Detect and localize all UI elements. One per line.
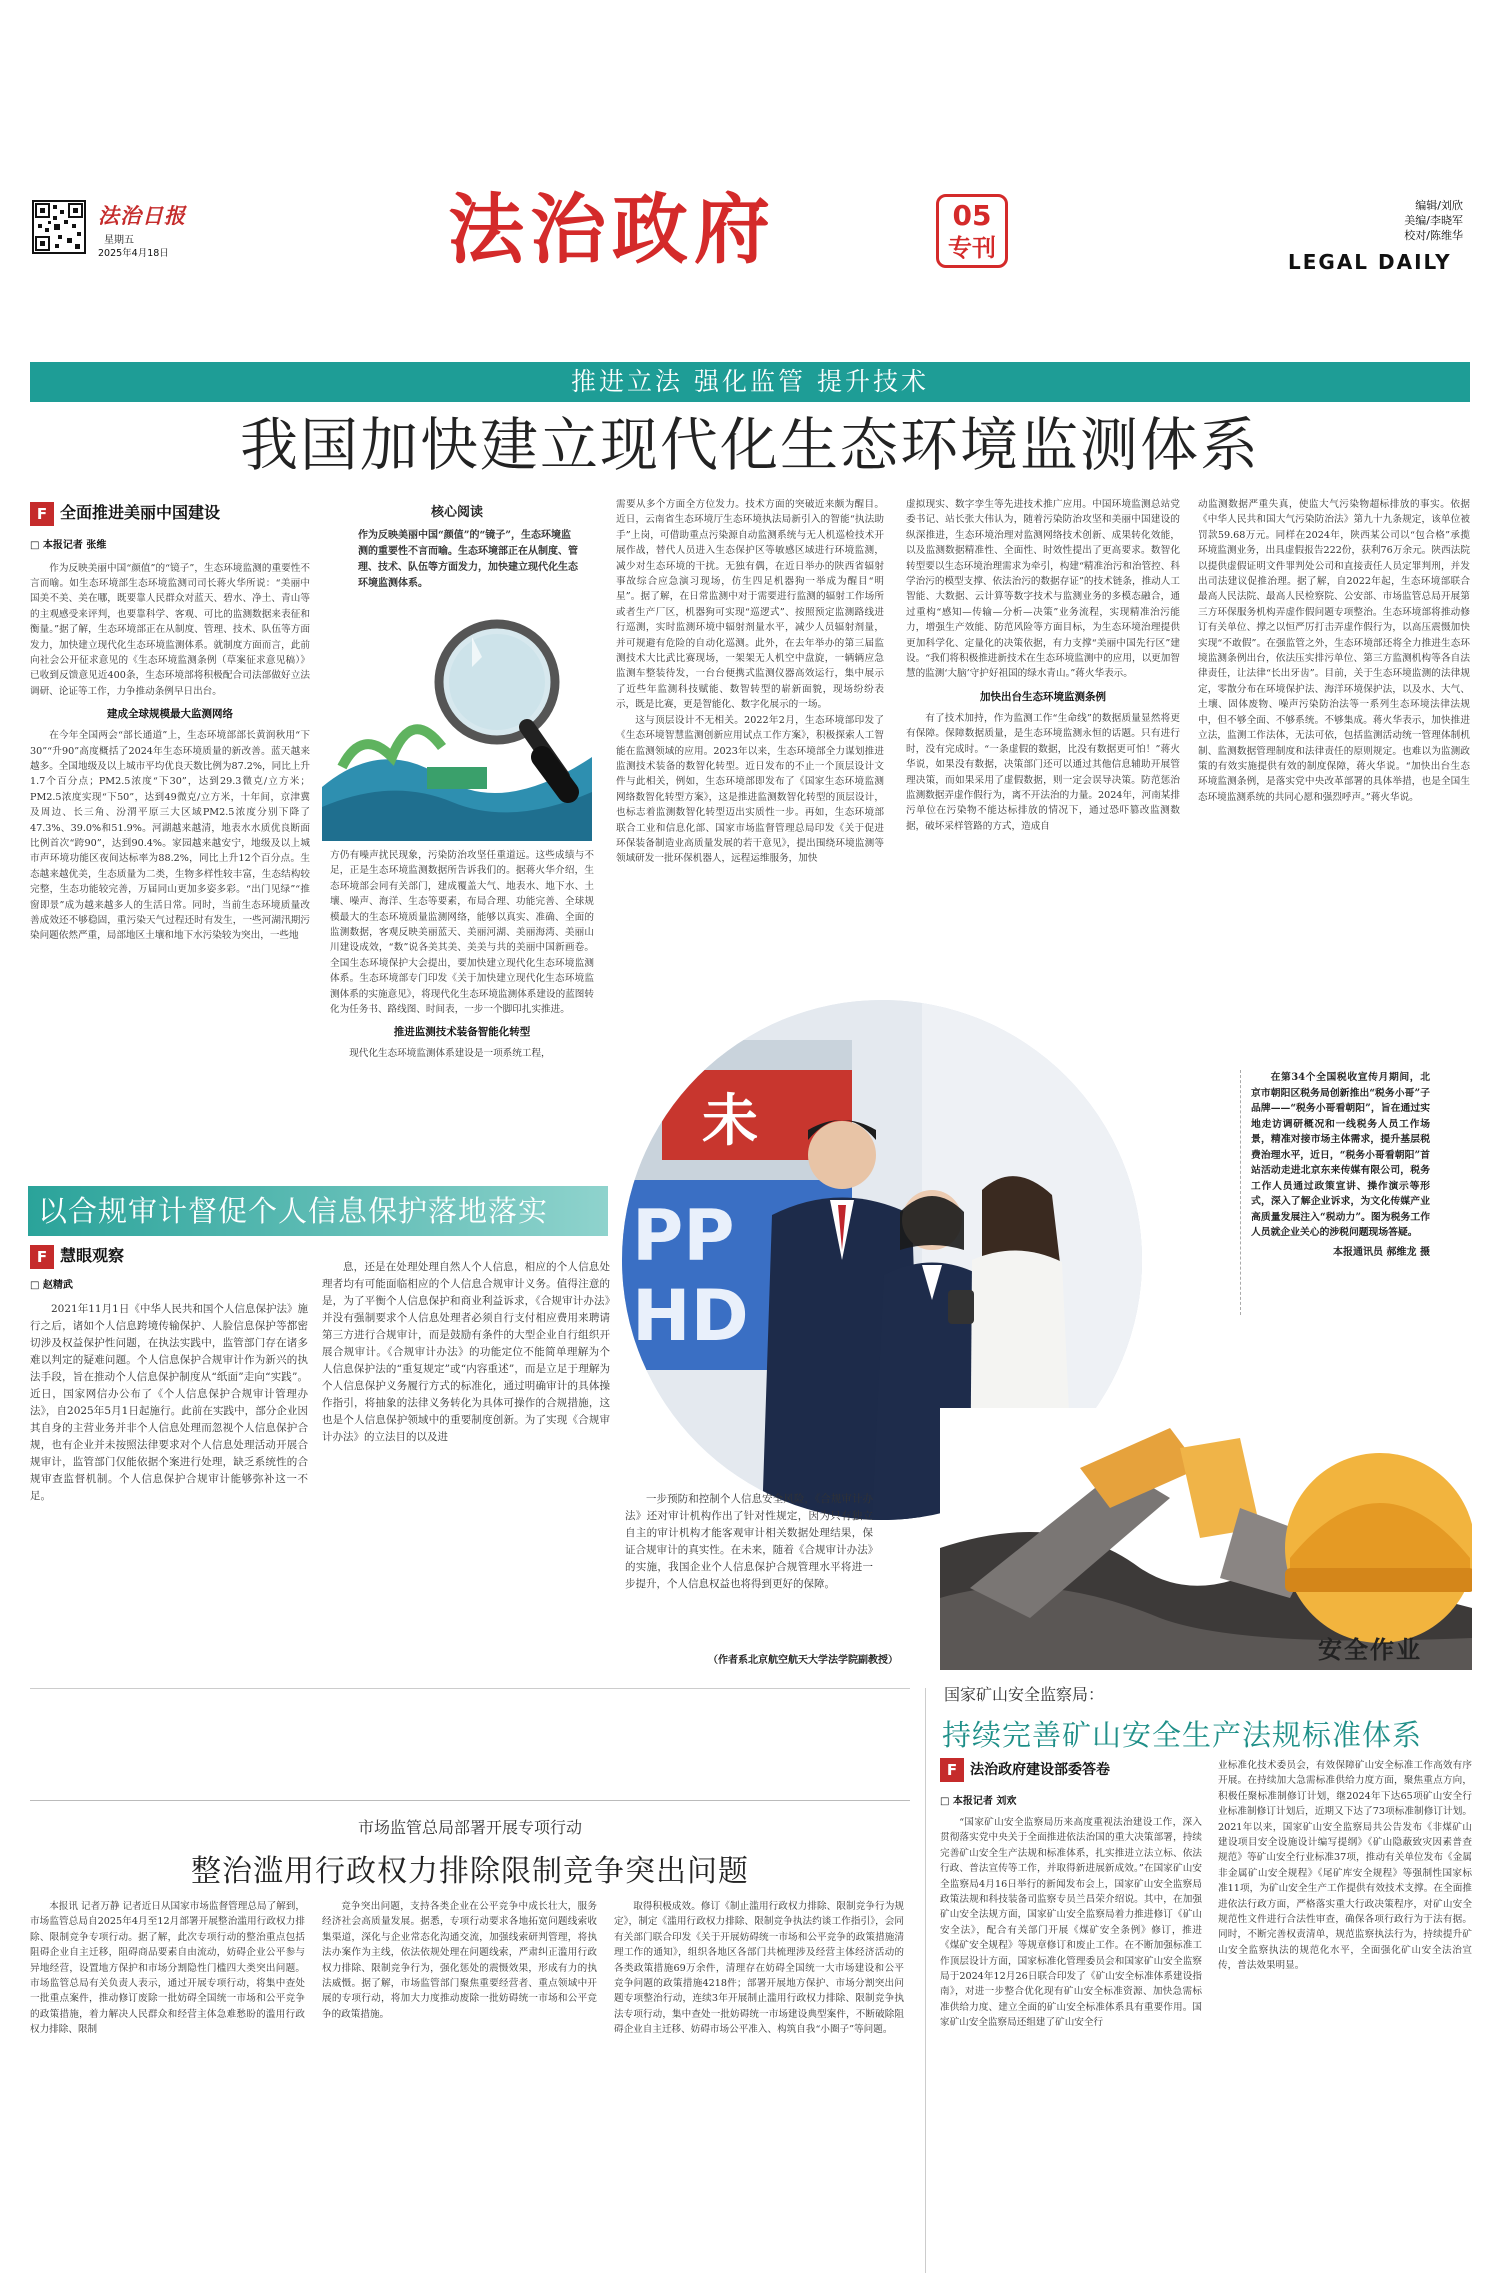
lead-body-2b: 现代化生态环境监测体系建设是一项系统工程， <box>349 1048 551 1060</box>
article3-body-1: “国家矿山安全监察局历来高度重视法治建设工作，深入贯彻落实党中央关于全面推进依法治国的重大决策部署，持续完善矿山安全生产法规和标准体系，扎实推进立法立标、依法行政、普法宣传等工作，并取得新进展新成效。”在国家矿山安全监察局4月16日举行的新闻发布会上，国家矿山安全监察局政策法规和科技装备司监察专员兰昌荣介绍说。其中，在加强矿山安全法规方面，国家矿山安全监察局着力推进修订《矿山安全法》，配合有关部门开展《煤矿安全条例》修订，推进《煤矿安全规程》等规章修订和废止工作。在不断加强标准工作顶层设计方面，国家标准化管理委员会和国家矿山安全监察局于2024年12月26日联合印发了《矿山安全标准体系建设指南》，对进一步整合优化现有矿山安全标准资源、加快急需标准供给力度、建立全面的矿山安全标准体系具有重要作用。国家矿山安全监察局还组建了矿山安全行 <box>940 1817 1202 2029</box>
magnifier-illustration <box>322 587 592 841</box>
lead-body-4: 虚拟现实、数字孪生等先进技术推广应用。中国环境监测总站党委书记、站长张大伟认为，随着污染防治攻坚和美丽中国建设的纵深推进，生态环境治理对监测网络技术创新、成果转化效能，以及监测数据精准性、全面性、时效性提出了更高要求。数智化转型要以生态环境治理需求为牵引，构建“精准治污和治管控、科学治污的模型支撑、依法治污的数据存证”的技术链条，推动人工智能、大数据、云计算等数字技术与监测业务的多模态融合，通过重构“感知—传输—分析—决策”业务流程，实现精准治污能力，增强生产效能、防范风险等方面目标，为生态环境治理提供更加科学化、定量化的决策依据，有力支撑“美丽中国先行区”建设。“我们将积极推进新技术在生态环境监测中的应用，以更加智慧的监测‘大脑’守护好祖国的绿水青山。”蒋火华表示。 <box>906 499 1180 680</box>
photo-caption: 在第34个全国税收宣传月期间，北京市朝阳区税务局创新推出“税务小哥”子品牌——“税务小哥看朝阳”，旨在通过实地走访调研概况和一线税务人员工作场景，精准对接市场主体需求，提升基层税费治理水平，近日，“税务小哥看朝阳”首站活动走进北京东来传媒有限公司，税务工作人员通过政策宣讲、操作演示等形式，深入了解企业诉求，为文化传媒产业高质量发展注入“税动力”。图为税务工作人员就企业关心的涉税问题现场答疑。 <box>1251 1072 1430 1238</box>
article4 <box>30 1800 910 2275</box>
core-reading-box <box>322 497 592 841</box>
article4-kicker: 市场监管总局部署开展专项行动 <box>357 1818 582 1837</box>
article4-col-2: 竞争突出问题，支持各类企业在公平竞争中成长壮大，服务经济社会高质量发展。据悉，专项行动要求各地拓宽问题线索收集渠道，深化与企业常态化沟通交流，加强线索研判管理，将执法办案作为主线，依法依规处理在问题线索，严肃纠正滥用行政权力排除、限制竞争行为，强化惩处的震慑效果，形成有力的执法威慑。据了解，市场监管部门聚焦重要经营者、重点领域中开展的专项行动，将加大力度推动废除一批妨碍统一市场和公平竞争的政策措施。 <box>322 1901 597 2020</box>
article2-col-3: 一步预防和控制个人信息安全风险，《合规审计办法》还对审计机构作出了针对性规定，因为只有独立自主的审计机构才能客观审计相关数据处理结果，保证合规审计的真实性。在未来，随着《合规审计办法》的实施，我国企业个人信息保护合规管理水平将进一步提升，个人信息权益也将得到更好的保障。 <box>625 1493 873 1590</box>
lead-column-tag-text: 全面推进美丽中国建设 <box>60 503 221 522</box>
lead-col-3 <box>616 497 884 989</box>
core-reading-title: 核心阅读 <box>430 505 483 520</box>
article3-body-2: 业标准化技术委员会，有效保障矿山安全标准工作高效有序开展。在持续加大急需标准供给力度方面，聚焦重点方向，积极任聚标准制修订计划，继2024年下达65项矿山安全行业标准制修订计划后，近期又下达了73项标准制修订计划。2021年以来，国家矿山安全监察局共公告发布《非煤矿山建设项目安全设施设计编写提纲》《矿山隐蔽致灾因素普查规范》等矿山安全行业标准37项，推动有关单位发布《金属非金属矿山安全规程》《尾矿库安全规程》等强制性国家标准11项，为矿山安全生产工作提供有效技术支撑。在全面推进依法行政方面，严格落实重大行政决策程序，对矿山安全规范性文件进行合法性审查，确保各项行政行为于法有据。同时，不断完善权责清单，规范监察执法行为，持续提升矿山安全监察执法的规范化水平，全面强化矿山安全法治宣传，普法效果明显。 <box>1218 1760 1472 1972</box>
editor-credit: 编辑/刘欣 <box>1415 199 1463 212</box>
lead-column-tag <box>30 500 310 526</box>
lead-body-2: 方仍有噪声扰民现象，污染防治攻坚任重道远。这些成绩与不足，正是生态环境监测数据所告诉我们的。据蒋火华介绍，生态环境部会同有关部门，建成覆盖大气、地表水、地下水、土壤、噪声、海洋、生态等要素，布局合理、功能完善、全球规模最大的生态环境质量监测网络，能够以真实、准确、全面的监测数据，客观反映美丽蓝天、美丽河湖、美丽海湾、美丽山川建设成效，“数”说各美其美、美美与共的美丽中国新画卷。全国生态环境保护大会提出，要加快建立现代化生态环境监测体系。生态环境部专门印发《关于加快建立现代化生态环境监测体系的实施意见》，将现代化生态环境监测体系建设的蓝图转化为任务书、路线图、时间表，一步一个脚印扎实推进。 <box>330 850 594 1016</box>
staff-credits <box>1365 198 1463 243</box>
article2-headline: 以合规审计督促个人信息保护落地落实 <box>38 1194 549 1228</box>
page-type: 专刊 <box>948 234 996 262</box>
page-number-badge <box>936 194 1008 268</box>
safety-illustration <box>940 1408 1472 1670</box>
article2-column-tag <box>30 1243 124 1269</box>
article3-column-tag <box>940 1758 1202 1782</box>
lead-body-1: 作为反映美丽中国“颜值”的“镜子”，生态环境监测的重要性不言而喻。如生态环境部生态环境监测司司长蒋火华所说：“美丽中国美不美、美在哪，既要靠人民群众对蓝天、碧水、净土、青山等的主观感受来评判，也要靠科学、客观、可比的监测数据来表征和衡量。”据了解，生态环境部正在从制度、管理、技术、队伍等方面发力，加快建立现代化生态环境监测体系。就制度方面而言，此前向社会公开征求意见的《生态环境监测条例（草案征求意见稿）》已收到反馈意见近400条，生态环境部将积极配合司法部做好立法调研、论证等工作，力争推动条例早日出台。 <box>30 562 310 697</box>
lead-subhead-3: 加快出台生态环境监测条例 <box>980 690 1106 703</box>
section-f-icon: F <box>30 502 54 526</box>
article4-col-1: 本报讯 记者万静 记者近日从国家市场监督管理总局了解到，市场监管总局自2025年4月至12月部署开展整治滥用行政权力排除、限制竞争专项行动。据了解，此次专项行动的整治重点包括阻碍企业自主迁移，阻碍商品要素自由流动，妨碍企业公平参与异地经营，设置地方保护和市场分割隐性门槛四大类突出问题。市场监管总局有关负责人表示，通过开展专项行动，将集中查处一批重点案件，推动修订废除一批妨碍全国统一市场和公平竞争的政策措施，着力解决人民群众和经营主体急难愁盼的滥用行政权力排除、限制 <box>30 1901 305 2036</box>
lead-banner <box>30 362 1470 402</box>
page-number: 05 <box>952 199 992 232</box>
article2-author: □ 赵精武 <box>30 1280 73 1291</box>
photo-caption-box <box>1240 1070 1430 1315</box>
lead-col-5 <box>1198 497 1470 1052</box>
article3-column-tag-text: 法治政府建设部委答卷 <box>970 1762 1110 1778</box>
article3-reporter: □ 本报记者 刘欢 <box>940 1796 1017 1807</box>
article3 <box>940 1682 1472 2272</box>
designer-credit: 美编/李晓军 <box>1404 214 1463 227</box>
lead-col-4 <box>906 497 1180 989</box>
divider <box>30 1688 910 1689</box>
article2-col-2: 息，还是在处理处理自然人个人信息，相应的个人信息处理者均有可能面临相应的个人信息合规审计义务。值得注意的是，为了平衡个人信息保护和商业利益诉求，《合规审计办法》并没有强制要求个人信息处理者必须自行支付相应费用来聘请第三方进行合规审计，而是鼓励有条件的大型企业自行组织开展合规审计。《合规审计办法》的功能定位不能简单理解为个人信息保护法的“重复规定”或“内容重述”，而是立足于理解为个人信息保护义务履行方式的标准化，通过明确审计的具体操作指引，将抽象的法律义务转化为具体可操作的合规措施，这也是个人信息保护领域中的重要制度创新。为了实现《合规审计办法》的立法目的以及进 <box>322 1261 610 1443</box>
divider <box>925 1688 926 2273</box>
article3-kicker: 国家矿山安全监察局： <box>944 1685 1105 1704</box>
paper-name: 法治日报 <box>98 204 186 228</box>
section-title: 法治政府 <box>448 185 776 274</box>
lead-body-3: 需要从多个方面全方位发力。技术方面的突破近来颇为醒目。近日，云南省生态环境厅生态环境执法局新引入的智能“执法助手”上岗，可借助重点污染源自动监测系统与无人机巡检技术开展作战，替代人员进入生态保护区等敏感区域进行环境监测，减少对生态环境的干扰。无独有偶，在近日举办的陕西省辐射事故综合应急演习现场，仿生四足机器狗一举成为醒目“明星”。据了解，在日常监测中对于需要进行监测的辐射工作场所或者生产厂区，机器狗可实现“巡逻式”、按照预定监测路线进行巡测，实时监测环境中辐射剂量水平，减少人员辐射剂量，并可规避有危险的自动化巡测。此外，在去年举办的第三届监测技术大比武比赛现场，一架架无人机空中盘旋，一辆辆应急监测车整装待发，一台台便携式监测仪器高效运行，集中展示了近些年监测科技赋能、数智转型的崭新面貌，现场纷纷表示，既是比赛，更是智能化、数字化展示的一场。 <box>616 499 884 711</box>
masthead <box>0 185 1500 298</box>
photo-credit: 本报通讯员 郝维龙 摄 <box>1333 1246 1430 1258</box>
article3-col-1 <box>940 1758 1202 2271</box>
article4-col-3: 取得积极成效。修订《制止滥用行政权力排除、限制竞争行为规定》，制定《滥用行政权力排除、限制竞争执法约谈工作指引》，会同有关部门联合印发《关于开展妨碍统一市场和公平竞争的政策措施清理工作的通知》，组织各地区各部门共梳理涉及经营主体经济活动的各类政策措施69万余件，清理存在妨碍全国统一大市场建设和公平竞争问题的政策措施4218件；部署开展地方保护、市场分割突出问题专项整治行动，连续3年开展制止滥用行政权力排除、限制竞争执法专项行动，集中查处一批妨碍统一市场建设典型案件，不断破除阻碍企业自主迁移、妨碍市场公平准入、构筑自我“小圈子”等问题。 <box>614 1901 904 2036</box>
issue-date: 2025年4月18日 <box>98 248 169 259</box>
lead-subhead-2: 推进监测技术装备智能化转型 <box>393 1026 531 1039</box>
qr-code-icon[interactable] <box>32 200 86 254</box>
photo-sign-2: PP <box>632 1195 735 1277</box>
article3-headline: 持续完善矿山安全生产法规标准体系 <box>942 1718 1423 1752</box>
lead-col-1 <box>30 500 310 944</box>
core-reading-text: 作为反映美丽中国“颜值”的“镜子”，生态环境监测的重要性不言而喻。生态环境部正在从制度、管理、技术、队伍等方面发力，加快建立现代化生态环境监测体系。 <box>358 530 578 589</box>
article3-col-2 <box>1218 1758 1472 2268</box>
lead-subhead-1: 建成全球规模最大监测网络 <box>107 708 233 721</box>
lead-col-2 <box>330 848 594 1062</box>
section-f-icon: F <box>940 1758 964 1782</box>
lead-body-5: 动监测数据严重失真，使监大气污染物超标排放的事实。依据《中华人民共和国大气污染防治法》第九十九条规定，该单位被罚款59.68万元。同样在2024年，陕西某公司以“包合格”承揽环境监测业务，出具虚假报告222份，获利76万余元。陕西法院以提供虚假证明文件罪判处公司和直接责任人员定罪判刑，并发出司法建议促推治理。据了解，自2022年起，生态环境部联合最高人民法院、最高人民检察院、公安部、市场监管总局开展第三方环保服务机构弄虚作假问题专项整治。生态环境部将推动修订有关单位、撑之以恒严厉打击弄虚作假行为，以高压震慑加快实现“不敢假”。在强监管之外，生态环境部还将全力推进生态环境监测条例出台，依法压实排污单位、第三方监测机构等各自法律责任，让法律“长出牙齿”。目前，关于生态环境监测的法律规定，零散分布在环境保护法、海洋环境保护法，以及水、大气、土壤、固体废物、噪声污染防治法等一系列生态环境法律法规中，但不够全面、不够系统。不够集成。蒋火华表示，加快推进立法，监测工作法体，无法可依，包括监测活动统一管理体制机制、监测数据管理制度和法律责任的原则规定。也难以为监测政策的有效实施提供有效的制度保障，蒋火华说。“加快出台生态环境监测条例，是落实党中央改革部署的具体举措，也是全国生态环境监测系统的共同心愿和强烈呼声。”蒋火华说。 <box>1198 499 1470 803</box>
proofreader-credit: 校对/陈维华 <box>1404 229 1463 242</box>
weekday: 星期五 <box>104 235 134 246</box>
english-masthead: LEGAL DAILY <box>1288 250 1452 274</box>
article2-headline-bar <box>28 1186 608 1236</box>
article2-column-tag-text: 慧眼观察 <box>60 1246 125 1265</box>
lead-body-1b: 在今年全国两会“部长通道”上，生态环境部部长黄润秋用“下30”“升90”高度概括了2024年生态环境质量的新改善。蓝天越来越多。全国地级及以上城市平均优良天数比例为87.2%，同比上升1.7个百分点；PM2.5浓度“下30”，达到29.3微克/立方米；PM2.5浓度实现“下50”，达到49微克/立方米，十年间，京津冀及周边、长三角、汾渭平原三大区域PM2.5浓度分别下降了47.3%、39.0%和51.9%。河湖越来越清，地表水水质优良断面比例首次“跨90”，达到90.4%。家园越来越安宁，地级及以上城市声环境功能区夜间达标率为88.2%，同比上升12个百分点。生态越来越优美，生态质量为二类，生物多样性较丰富，生态结构较完整，生态功能较完善，万届同山更加多姿多彩。“出门见绿”“推窗即景”成为越来越多人的生活日常。同时，当前生态环境质量改善成效还不够稳固，重污染天气过程还时有发生，一些河湖汛期污染问题依然严重，局部地区土壤和地下水污染较为突出，一些地 <box>30 730 310 942</box>
lead-body-4b: 有了技术加持，作为监测工作“生命线”的数据质量显然将更有保障。保障数据质量，是生态环境监测永恒的话题。只有进行时，没有完成时。“一条虚假的数据，比没有数据更可怕！”蒋火华说，如果没有数据，决策部门还可以通过其他信息辅助开展管理决策，而如果采用了虚假数据，则一定会误导决策。防范惩治监测数据弄虚作假行为，离不开法治的力量。2024年，河南某排污单位在污染物不能达标排放的情况下，通过恐吓篡改监测数据，破坏采样管路的方式，造成自 <box>906 712 1180 832</box>
section-f-icon: F <box>30 1245 54 1269</box>
article2-signature: （作者系北京航空航天大学法学院副教授） <box>708 1655 898 1666</box>
lead-reporter: □ 本报记者 张维 <box>30 539 107 551</box>
lead-body-3b: 这与顶层设计不无相关。2022年2月，生态环境部印发了《生态环境智慧监测创新应用试点工作方案》，积极探索人工智能在监测领域的应用。2023年以来，生态环境部全力谋划推进监测技术装备的数智化转型。近日发布的不止一个顶层设计文件与此相关，例如，生态环境部即发布了《国家生态环境监测网络数智化转型方案》，这是推进监测数智化转型的顶层设计，也标志着监测数智化转型迈出实质性一步。再如，生态环境部联合工业和信息化部、国家市场监督管理总局印发《关于促进环保装备制造业高质量发展的若干意见》，提出围绕环境监测等领域研发一批环保机器人，远程运维服务，加快 <box>616 714 884 865</box>
lead-banner-text: 推进立法 强化监管 提升技术 <box>571 367 929 396</box>
lead-headline: 我国加快建立现代化生态环境监测体系 <box>239 411 1260 479</box>
article4-headline: 整治滥用行政权力排除限制竞争突出问题 <box>191 1854 749 1889</box>
photo-sign-1: 未 <box>702 1089 758 1154</box>
article2-col-1: 2021年11月1日《中华人民共和国个人信息保护法》施行之后，诸如个人信息跨境传输保护、人脸信息保护等都密切涉及权益保护性问题，在执法实践中，监管部门存在诸多难以判定的疑难问题。个人信息保护合规审计作为新兴的执法手段，旨在推动个人信息保护制度从“纸面”走向“实践”。近日，国家网信办公布了《个人信息保护合规审计管理办法》，自2025年5月1日起施行。此前在实践中，部分企业因其自身的主营业务并非个人信息处理而忽视个人信息保护合规，也有企业并未按照法律要求对个人信息处理活动开展合规审计，监管部门仅能依据个案进行处理，缺乏系统性的合规审查监督机制。个人信息保护合规审计能够弥补这一不足。 <box>30 1303 308 1502</box>
photo-sign-3: HD <box>632 1275 749 1357</box>
safety-label: 安全作业 <box>1318 1636 1422 1664</box>
